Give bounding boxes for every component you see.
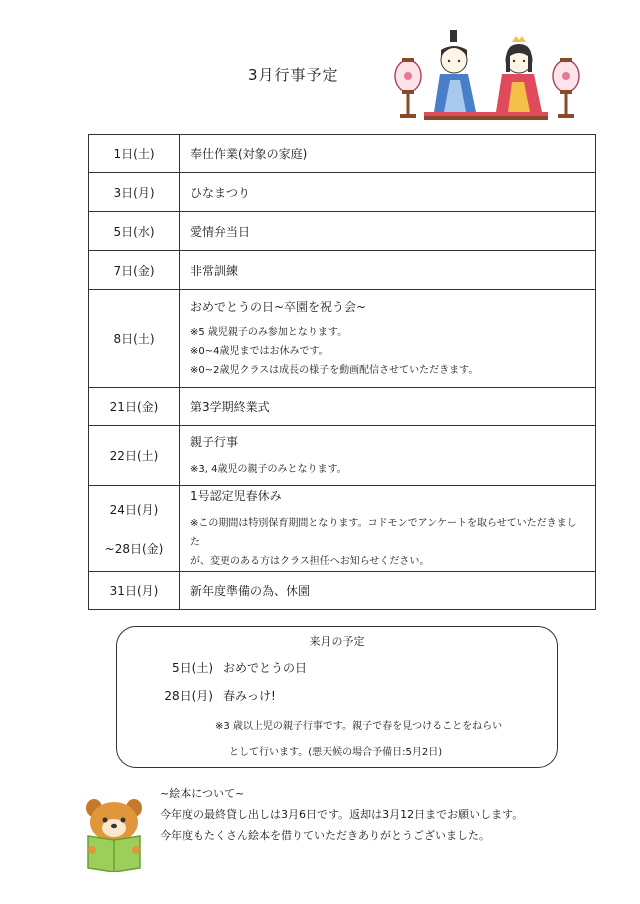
event-note: ※0~4歳児まではお休みです。	[190, 346, 329, 357]
next-month-item	[151, 659, 307, 676]
event-start-date: 24日(月)	[109, 502, 159, 517]
event-date: 5日(水)	[89, 212, 180, 251]
event-date: 3日(月)	[89, 173, 180, 212]
event-note: ※この期間は特別保育期間となります。コドモンでアンケートを取らせていただきました	[190, 518, 577, 548]
table-row	[89, 212, 596, 251]
event-date: 21日(金)	[89, 388, 180, 426]
page-title: 3月行事予定	[248, 66, 339, 84]
next-month-date: 28日(月)	[164, 689, 213, 703]
next-month-event: おめでとうの日	[223, 661, 308, 675]
table-row	[89, 426, 596, 486]
table-row	[89, 135, 596, 173]
next-month-event: 春みっけ!	[223, 689, 276, 703]
event-name: ひなまつり	[180, 173, 596, 212]
event-name: 新年度準備の為、休園	[180, 572, 596, 610]
left-lantern-icon	[395, 58, 421, 118]
next-month-note: ※3 歳以上児の親子行事です。親子で春を見つけることをねらい	[215, 721, 503, 732]
event-date: 8日(土)	[89, 290, 180, 388]
event-end-date: ~28日(金)	[104, 541, 164, 556]
table-row	[89, 572, 596, 610]
table-row	[89, 251, 596, 290]
event-schedule-table	[88, 134, 596, 610]
empress-doll-icon	[496, 36, 542, 112]
event-cell	[180, 426, 596, 486]
right-lantern-icon	[553, 58, 579, 118]
picture-book-heading: ~絵本について~	[160, 787, 245, 800]
event-name: 奉仕作業(対象の家庭)	[180, 135, 596, 173]
event-note: が、変更のある方はクラス担任へお知らせください。	[190, 556, 430, 567]
next-month-item	[151, 687, 276, 704]
event-note: ※0~2歳児クラスは成長の様子を動画配信させていただきます。	[190, 365, 479, 376]
picture-book-line: 今年度もたくさん絵本を借りていただきありがとうございました。	[160, 829, 490, 842]
event-date-range	[89, 486, 180, 572]
emperor-doll-icon	[434, 30, 476, 112]
dog-reading-book-icon	[78, 794, 150, 872]
event-date: 1日(土)	[89, 135, 180, 173]
table-row	[89, 173, 596, 212]
next-month-date: 5日(土)	[172, 661, 213, 675]
table-row	[89, 486, 596, 572]
next-month-note: として行います。(悪天候の場合予備日:5月2日)	[229, 747, 443, 758]
table-row	[89, 388, 596, 426]
picture-book-notice	[160, 783, 523, 846]
event-name: 愛情弁当日	[180, 212, 596, 251]
picture-book-line: 今年度の最終貸し出しは3月6日です。返却は3月12日までお願いします。	[160, 808, 524, 821]
event-cell	[180, 486, 596, 572]
event-name: おめでとうの日~卒園を祝う会~	[190, 300, 367, 314]
table-row	[89, 290, 596, 388]
event-date: 31日(月)	[89, 572, 180, 610]
event-note: ※5 歳児親子のみ参加となります。	[190, 327, 348, 338]
event-name: 第3学期終業式	[180, 388, 596, 426]
next-month-box	[116, 626, 558, 768]
event-cell	[180, 290, 596, 388]
next-month-title: 来月の予定	[309, 635, 365, 648]
event-date: 22日(土)	[89, 426, 180, 486]
event-name: 1号認定児春休み	[190, 489, 282, 503]
event-date: 7日(金)	[89, 251, 180, 290]
event-note: ※3, 4歳児の親子のみとなります。	[190, 464, 347, 475]
hina-dolls-illustration	[388, 28, 586, 128]
event-name: 非常訓練	[180, 251, 596, 290]
event-name: 親子行事	[190, 435, 239, 449]
